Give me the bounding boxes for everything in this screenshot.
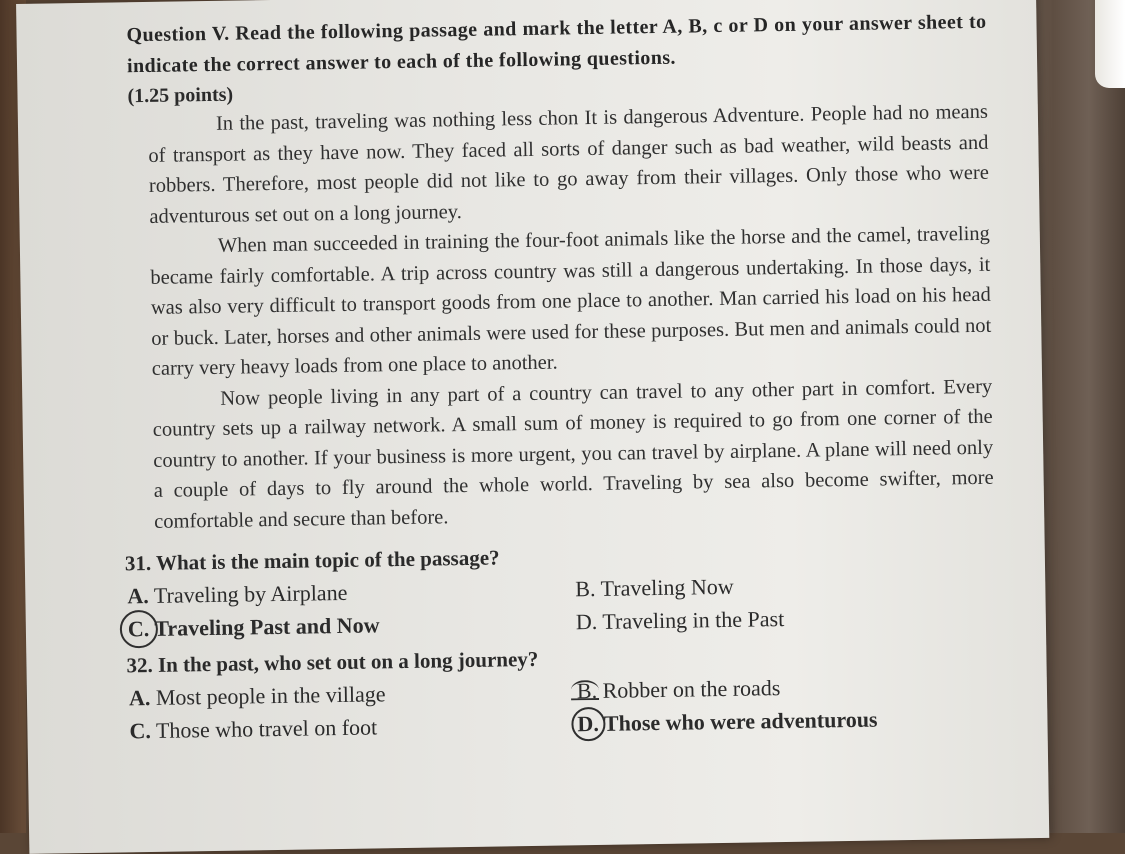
- option-text: Traveling Past and Now: [154, 612, 380, 641]
- option-text: Traveling by Airplane: [153, 579, 348, 608]
- option-letter: C.: [127, 615, 150, 642]
- option-letter: B.: [575, 575, 596, 602]
- q32-option-c[interactable]: [129, 707, 577, 747]
- option-letter: A.: [128, 684, 151, 711]
- q31-option-d[interactable]: [576, 599, 976, 638]
- question-31: 31. What is the main topic of the passage?: [124, 545, 500, 576]
- sheet-content: [126, 7, 997, 747]
- q32-option-d[interactable]: [577, 701, 977, 740]
- question-31-options: [127, 566, 996, 646]
- question-32: 32. In the past, who set out on a long journey?: [126, 646, 539, 678]
- section-instruction: Question V. Read the following passage and mark the letter A, B, c or D on your answer sheet to indicate the correct answer to each of the following questions.: [126, 10, 987, 78]
- option-letter: A.: [127, 583, 149, 609]
- cup-edge: [1095, 0, 1125, 88]
- passage-paragraph-1: In the past, traveling was nothing less chon It is dangerous Adventure. People had no means of transport as they have now. They faced all sorts of danger such as bad weather, wild beasts and robbers. Therefore, most people did not like to go away from their villages. Only those who were adventurous set out on a long journey.: [148, 100, 990, 228]
- passage-paragraph-3: Now people living in any part of a country can travel to any other part in comfort. Every country sets up a railway network. A small sum of money is required to go from one corner of the country to another. If your business is more urgent, you can travel by airplane. A plane will need only a couple of days to fly around the whole world. Traveling by sea also become swifter, more comfortable and secure than before.: [152, 375, 994, 533]
- option-text: Traveling Now: [600, 573, 734, 601]
- option-letter: B.: [576, 677, 598, 704]
- option-letter: C.: [129, 717, 152, 744]
- section-points: (1.25 points): [127, 83, 234, 108]
- question-32-options: [129, 668, 998, 748]
- exam-sheet: [16, 0, 1049, 854]
- option-text: Traveling in the Past: [602, 606, 785, 634]
- option-text: Those who were adventurous: [603, 706, 878, 736]
- option-text: Those who travel on foot: [155, 714, 378, 743]
- option-text: Most people in the village: [155, 681, 386, 710]
- option-letter: D.: [577, 710, 600, 737]
- option-text: Robber on the roads: [602, 675, 781, 703]
- q31-option-c[interactable]: [128, 605, 576, 645]
- passage-paragraph-2: When man succeeded in training the four-foot animals like the horse and the camel, traveling became fairly comfortable. A trip across country was still a dangerous undertaking. In those days, it was also very difficult to transport goods from one place to another. Man carried his load on his head or buck. Later, horses and other animals were used for these purposes. But men and animals could not carry very heavy loads from one place to another.: [150, 222, 992, 380]
- option-letter: D.: [575, 608, 598, 635]
